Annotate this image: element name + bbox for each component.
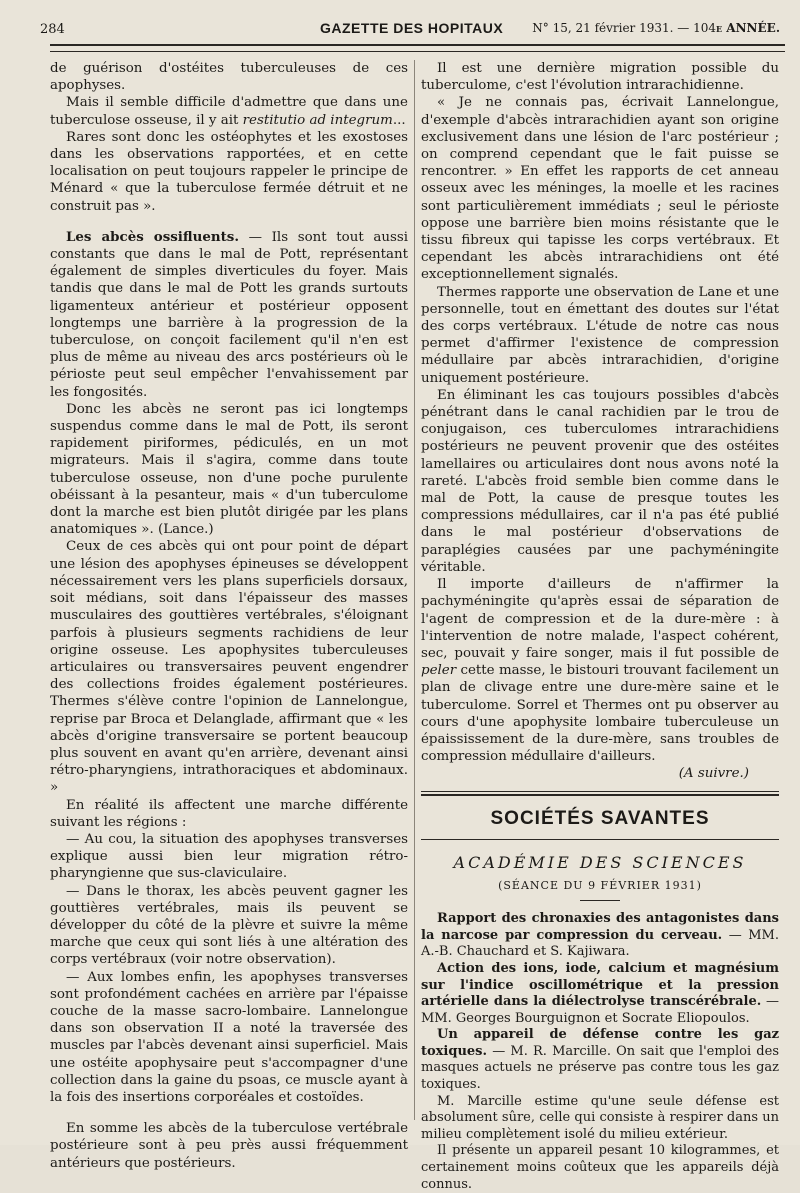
communication-entry: Un appareil de défense contre les gaz toxiques. — M. R. Marcille. On sait que l'emploi des masques actuels ne préserve pas contre tous les gaz toxiques. [421, 1027, 779, 1093]
section-rule [421, 791, 779, 792]
section-rule [421, 839, 779, 840]
section-rule [421, 794, 779, 796]
issue-date: N° 15, 21 février 1931. — 104 [532, 21, 716, 35]
paragraph: Donc les abcès ne seront pas ici longtemps suspendus comme dans le mal de Pott, ils seront rapidement piriformes, pédiculés, en un mot migrateurs. Mais il s'agira, comme dans toute tuberculose osseuse, non d'une poche purulente obéissant à la pesanteur, mais « d'un tuberculome dont la marche est bien plutôt dirigée par les plans anatomiques ». (Lance.) [50, 401, 408, 538]
right-column [421, 60, 779, 1193]
page-number: 284 [40, 22, 65, 37]
subsection-heading: Les abcès ossifluents. [66, 228, 239, 245]
paragraph: Les abcès ossifluents. — Ils sont tout aussi constants que dans le mal de Pott, représentant également de simples diverticules du foyer. Mais tandis que dans le mal de Pott les grands surtouts ligamenteux antérieur et postérieur opposent longtemps une barrière à la progression de la tuberculose, on conçoit facilement qu'il n'en est plus de même au niveau des arcs postérieurs où le périoste peut seul empêcher l'envahissement par les fongosités. [50, 228, 408, 400]
emphasis: peler [421, 663, 457, 679]
left-column [50, 60, 408, 1172]
communication-entry: Action des ions, iode, calcium et magnésium sur l'indice oscillométrique et la pression artérielle dans la diélectrolyse transcérébrale. — MM. Georges Bourguignon et Socrate Eliopoulos. [421, 960, 779, 1026]
to-be-continued: (A suivre.) [678, 766, 749, 782]
issue-info [532, 21, 780, 35]
paragraph: En éliminant les cas toujours possibles d'abcès pénétrant dans le canal rachidien par le trou de conjugaison, ces tuberculomes intrarachidiens postérieurs ne peuvent provenir que des ostéites lamellaires ou articulaires dont nous avons noté la rareté. L'abcès froid semble bien comme dans le mal de Pott, la cause de presque toutes les compressions médullaires, car il n'a pas été publié dans le mal postérieur d'observations de paraplégies causées par une pachyméningite véritable. [421, 387, 779, 575]
paragraph: — Aux lombes enfin, les apophyses transverses sont profondément cachées en arrière par l'épaisse couche de la masse sacro-lombaire. Lannelongue dans son observation II a noté la traversée des muscles par l'abcès devenant ainsi superficiel. Mais une ostéite apophysaire peut s'accompagner d'une collection dans la gaine du psoas, ce muscle ayant à la fois des insertions corporéales et costoïdes. [50, 969, 408, 1105]
paragraph: Mais il semble difficile d'admettre que dans une tuberculose osseuse, il y ait restitutio ad integrum... [50, 95, 408, 128]
paragraph: « Je ne connais pas, écrivait Lannelongue, d'exemple d'abcès intrarachidien ayant son origine exclusivement dans une lésion de l'arc postérieur ; on comprend cependant que le fait puisse se rencontrer. » En effet les rapports de cet anneau osseux avec les méninges, la moelle et les racines sont particulièrement immédiats ; seul le périoste oppose une barrière bien moins résistante que le tissu fibreux qui tapisse les corps vertébraux. Et cependant les abcès intrarachidiens ont été exceptionnellement signalés. [421, 95, 779, 283]
paragraph: Il est une dernière migration possible du tuberculome, c'est l'évolution intrarachidienne. [421, 61, 779, 94]
short-rule [580, 900, 620, 901]
communication-entry: Rapport des chronaxies des antagonistes dans la narcose par compression du cerveau. — MM. A.-B. Chauchard et S. Kajiwara. [421, 911, 779, 960]
page-header [40, 18, 780, 40]
communication-entry: M. Marcille estime qu'une seule défense est absolument sûre, celle qui consiste à respirer dans un milieu complètement isolé du milieu extérieur. [421, 1093, 779, 1142]
communication-entry: Il présente un appareil pesant 10 kilogrammes, et certainement moins coûteux que les appareils déjà connus. [421, 1143, 779, 1192]
paragraph: En somme les abcès de la tuberculose vertébrale postérieure sont à peu près aussi fréquemment antérieurs que postérieurs. [50, 1121, 408, 1171]
paragraph: de guérison d'ostéites tuberculeuses de ces apophyses. [50, 61, 408, 94]
session-date: (SÉANCE DU 9 FÉVRIER 1931) [498, 878, 702, 892]
latin-phrase: restitutio ad integrum [242, 112, 393, 128]
paragraph: — Au cou, la situation des apophyses transverses explique aussi bien leur migration rétro-pharyngienne que sus-claviculaire. [50, 831, 408, 882]
issue-year: e ANNÉE. [716, 21, 780, 35]
paragraph: Thermes rapporte une observation de Lane et une personnelle, tout en émettant des doutes sur l'état des corps vertébraux. L'étude de notre cas nous permet d'affirmer l'existence de compression médullaire par abcès intrarachidien, d'origine uniquement postérieure. [421, 284, 779, 386]
column-divider [414, 60, 415, 1120]
header-rule [50, 44, 785, 52]
paragraph: — Dans le thorax, les abcès peuvent gagner les gouttières vertébrales, mais ils peuvent se développer du côté de la plèvre et suivre la même marche que ceux qui sont liés à une altération des corps vertébraux (voir notre observation). [50, 883, 408, 968]
section-title: SOCIÉTÉS SAVANTES [490, 807, 710, 829]
paragraph: Ceux de ces abcès qui ont pour point de départ une lésion des apophyses épineuses se développent nécessairement vers les plans superficiels dorsaux, soit médians, soit dans l'épaisseur des masses musculaires des gouttières vertébrales, s'éloignant parfois à plusieurs segments rachidiens de leur origine osseuse. Les apophysites tuberculeuses articulaires ou transversaires peuvent engendrer des collections froides également postérieures. Thermes s'élève contre l'opinion de Lannelongue, reprise par Broca et Delanglade, affirmant que « les abcès d'origine transversaire se portent beaucoup plus souvent en avant qu'en arrière, devenant ainsi rétro-pharyngiens, intrathoraciques et abdominaux. » [50, 539, 408, 796]
paragraph: En réalité ils affectent une marche différente suivant les régions : [50, 797, 408, 830]
journal-title: GAZETTE DES HOPITAUX [320, 20, 504, 36]
academy-heading: ACADÉMIE DES SCIENCES [453, 852, 747, 872]
paragraph: Rares sont donc les ostéophytes et les exostoses dans les observations rapportées, et en cette localisation on peut toujours rappeler le principe de Ménard « que la tuberculose fermée détruit et ne construit pas ». [50, 129, 408, 214]
paragraph: Il importe d'ailleurs de n'affirmer la pachyméningite qu'après essai de séparation de l'agent de compression et de la dure-mère : à l'intervention de notre malade, l'aspect cohérent, sec, pouvait y faire songer, mais il fut possible de peler cette masse, le bistouri trouvant facilement un plan de clivage entre une dure-mère saine et le tuberculome. Sorrel et Thermes ont pu observer au cours d'une apophysite lombaire tuberculeuse un épaississement de la dure-mère, sans troubles de compression médullaire d'ailleurs. [421, 577, 779, 765]
